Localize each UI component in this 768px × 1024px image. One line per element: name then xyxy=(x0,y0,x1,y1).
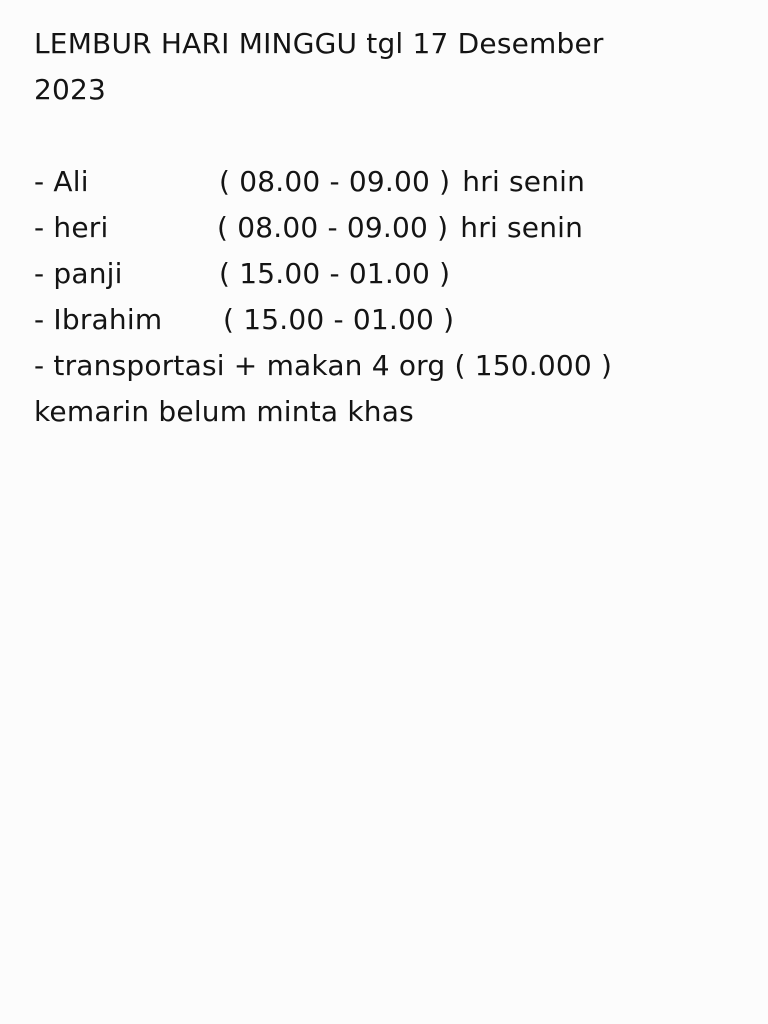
entry-time: ( 08.00 - 09.00 ) xyxy=(217,211,449,244)
blank-line xyxy=(34,113,734,159)
note-title-line-1: LEMBUR HARI MINGGU tgl 17 Desember xyxy=(34,27,604,60)
entry-name: - panji xyxy=(34,257,123,290)
entry-time: ( 15.00 - 01.00 ) xyxy=(219,257,451,290)
entry-name: - heri xyxy=(34,211,109,244)
note-body xyxy=(34,21,734,435)
entry-time: ( 08.00 - 09.00 ) xyxy=(219,165,451,198)
overtime-entry-panji xyxy=(34,251,734,297)
entry-time: ( 15.00 - 01.00 ) xyxy=(223,303,455,336)
expense-line: - transportasi + makan 4 org ( 150.000 ) xyxy=(34,349,613,382)
overtime-entry-heri xyxy=(34,205,734,251)
remark-line: kemarin belum minta khas xyxy=(34,395,414,428)
overtime-entry-ali xyxy=(34,159,734,205)
note-title-line-2: 2023 xyxy=(34,73,107,106)
entry-note: hri senin xyxy=(460,211,584,244)
overtime-entry-ibrahim xyxy=(34,297,734,343)
entry-note: hri senin xyxy=(462,165,586,198)
entry-name: - Ali xyxy=(34,165,89,198)
entry-name: - Ibrahim xyxy=(34,303,163,336)
